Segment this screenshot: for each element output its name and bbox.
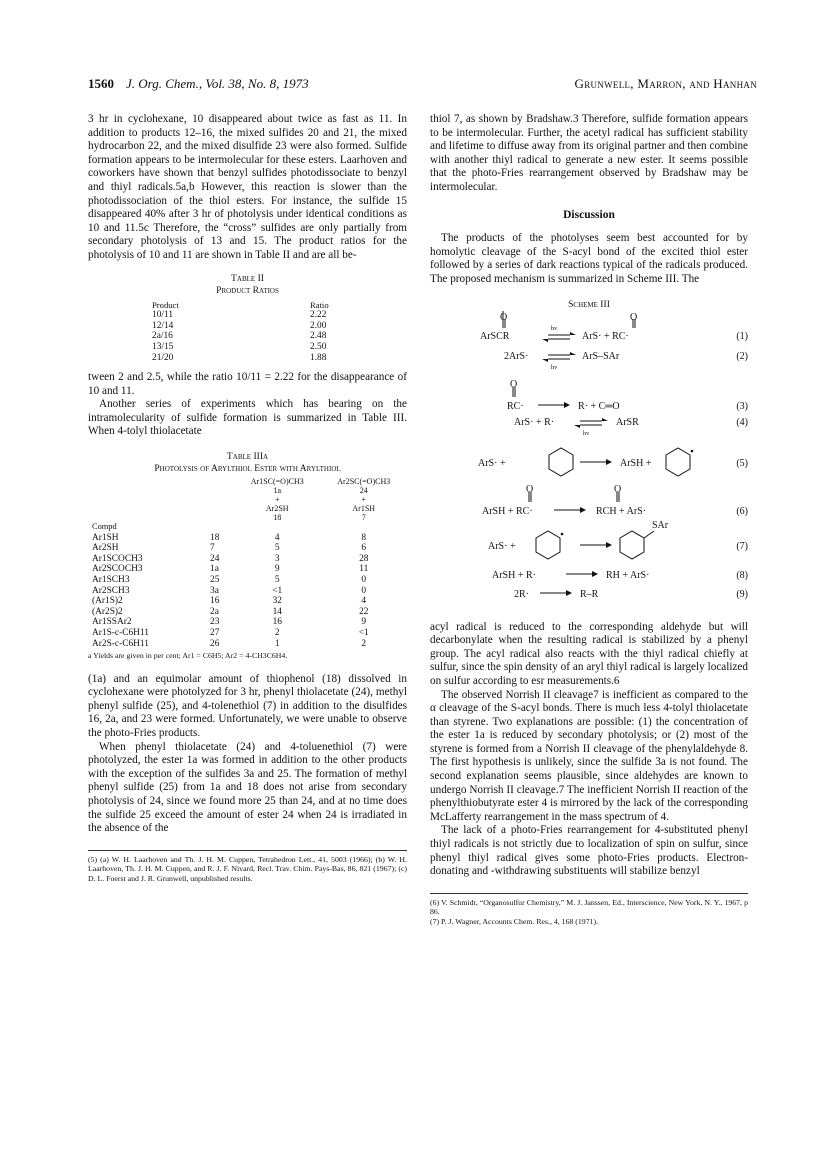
table3-subtitle: Photolysis of Arylthiol Ester with Arylthiol	[154, 463, 341, 475]
compd-label: Compd	[92, 522, 117, 532]
journal-citation: J. Org. Chem., Vol. 38, No. 8, 1973	[126, 76, 309, 91]
table-cell: 16	[210, 596, 220, 607]
table-header: Ratio	[310, 299, 329, 310]
table-cell: 9	[361, 617, 367, 628]
table2-subtitle: Product Ratios	[216, 284, 279, 296]
eq6-product: RCH + ArS·	[596, 505, 647, 517]
eq4-reactant: ArS· + R·	[514, 416, 555, 428]
eq5-number: (5)	[736, 457, 748, 469]
oxygen-label: O	[630, 311, 638, 323]
table-cell: 27	[210, 628, 220, 638]
eq2-product: ArS–SAr	[582, 350, 620, 362]
table-cell: 2.00	[310, 320, 327, 331]
table-cell: <1	[272, 585, 283, 596]
footnote: (7) P. J. Wagner, Accounts Chem. Res., 4, 168 (1971).	[430, 917, 599, 926]
eq5-reactant: ArS· +	[478, 457, 506, 469]
footnote: (6) V. Schmidt, “Organosulfur Chemistry,” M. J. Janssen, Ed., Interscience, New York, N. Y., 1967, p 86.	[430, 893, 748, 917]
table-cell: 2.22	[310, 310, 327, 321]
table-row	[148, 321, 333, 332]
table-cell: 11	[359, 564, 369, 575]
table-cell: Ar1S-c-C6H11	[92, 628, 149, 638]
table-cell: 2	[274, 628, 280, 638]
eq8-number: (8)	[736, 569, 748, 581]
table-cell: 18	[210, 532, 220, 543]
hv-label: hν	[551, 324, 558, 332]
table-row	[88, 607, 407, 618]
table-cell: 14	[272, 606, 282, 617]
footnote: (5) (a) W. H. Laarhoven and Th. J. H. M. Cuppen, Tetrahedron Lett., 41, 5003 (1966); (b) W. H. Laarhoven, Th. J. H. M. Cuppen, and R. J. F. Nivard, Recl. Trav. Chim. Pays-Bas, 86, 821 (1967); (c) D. L. Foerst and J. R. Grunwell, unpublished results.	[88, 850, 407, 884]
table3	[88, 477, 407, 649]
table3-title: Table IIIa	[226, 451, 269, 463]
table-cell: 21/20	[152, 352, 174, 363]
table-cell: 5	[274, 575, 280, 586]
table-row	[148, 331, 333, 342]
eq3-number: (3)	[736, 400, 748, 412]
eq5-product: ArSH +	[620, 457, 652, 469]
paragraph: When phenyl thiolacetate (24) and 4-toluenethiol (7) were photolyzed, the ester 1a was formed in addition to the other products with the exception of the sulfides 3a and 25. The formation of methyl phenyl sulfide (25) from 1a and 18 does not arise from secondary photolysis of 24, since we found more 25 than 24, and at no time does the sulfide 25 exceed the amount of ester 24 when 24 is irradiated in the absence of the	[88, 740, 407, 835]
table-cell: Ar2SCOCH3	[92, 564, 143, 575]
eq8-reactant: ArSH + R·	[492, 569, 536, 581]
page-number: 1560	[88, 76, 114, 91]
table-cell: 2.48	[310, 331, 327, 342]
hv-label: hν	[551, 363, 558, 371]
table-cell: 16	[272, 617, 282, 628]
table3-body	[88, 533, 407, 650]
table-cell: Ar2SCH3	[92, 585, 130, 596]
page-header	[88, 76, 757, 96]
running-authors: Grunwell, Marron, and Hanhan	[574, 76, 757, 91]
eq1-number: (1)	[736, 330, 748, 342]
paragraph: thiol 7, as shown by Bradshaw.3 Therefore, sulfide formation appears to be intermolecular. Further, the acetyl radical has sufficient stability and lifetime to diffuse away from its original partner and then combine with another thiyl radical to generate a new ester. It seems possible that the photo-Fries rearrangement observed by Bradshaw may be intermolecular.	[430, 113, 748, 193]
column-header: Ar1SC(=O)CH3 1a + Ar2SH 18	[250, 477, 304, 523]
reaction-scheme	[430, 311, 748, 621]
oxygen-label: O	[510, 378, 518, 390]
table-row	[148, 310, 333, 321]
table-row	[88, 564, 407, 575]
table2-title: Table II	[231, 272, 264, 284]
table-cell: 25	[210, 575, 220, 586]
table-row	[148, 353, 333, 364]
table-row	[88, 554, 407, 565]
table-cell: 0	[361, 575, 367, 586]
paragraph: 3 hr in cyclohexane, 10 disappeared about twice as fast as 11. In addition to products 12–16, the mixed sulfides 20 and 21, the mixed hydrocarbon 22, and the mixed disulfide 23 were also formed. Sulfide formation appears to be intermolecular for these esters. Laarhoven and coworkers have shown that benzyl sulfides photodissociate to benzyl and thiyl radicals.5a,b However, this reaction is slower than the photodissociation of the thiol esters. For instance, the sulfide 15 disappeared 40% after 3 hr of photolysis under identical conditions as 10 and 11.5c Therefore, the “cross” sulfides are only partially from secondary photolysis of 13 and 15. The product ratios for the photolysis of 10 and 11 are shown in Table II and are all be-	[88, 113, 407, 261]
eq6-reactant: ArSH + RC·	[482, 505, 533, 517]
table-cell: <1	[358, 628, 369, 638]
column-header: Ar2SC(=O)CH3 24 + Ar1SH 7	[337, 477, 391, 523]
table-cell: 26	[210, 638, 220, 649]
section-heading: Discussion	[563, 208, 615, 221]
table-cell: 1.88	[310, 352, 327, 363]
hv-label: hν	[583, 429, 590, 437]
eq4-number: (4)	[736, 416, 748, 428]
table-cell: 10/11	[152, 310, 174, 321]
eq2-reactant: 2ArS·	[504, 350, 529, 362]
table-cell: 4	[361, 596, 367, 607]
table-cell: 2	[361, 638, 367, 649]
table-cell: 9	[274, 564, 280, 575]
table-cell: 8	[361, 532, 367, 543]
table-cell: 5	[274, 543, 280, 554]
table-cell: 2a	[210, 606, 219, 617]
table-cell: (Ar2S)2	[92, 606, 123, 617]
table-cell: 23	[210, 617, 220, 628]
table-row	[88, 543, 407, 554]
table-cell: 4	[274, 532, 280, 543]
paragraph: (1a) and an equimolar amount of thiophenol (18) dissolved in cyclohexane were photolyzed for 3 hr, phenyl thiolacetate (24), methyl phenyl sulfide (25), and 4-tolenethiol (7) in addition to the disulfides 16, 2a, and 23 were formed. Unfortunately, we were unable to observe the photo-Fries products.	[88, 672, 407, 739]
table-cell: (Ar1S)2	[92, 596, 123, 607]
table-row	[88, 533, 407, 544]
oxygen-label: O	[500, 311, 508, 323]
table-cell: 1	[274, 638, 280, 649]
eq1-reactant: ArSCR	[480, 330, 510, 342]
table-cell: 12/14	[152, 320, 174, 331]
eq7-number: (7)	[736, 540, 748, 552]
table-cell: Ar1SSAr2	[92, 617, 132, 628]
scheme-title: Scheme III	[568, 298, 610, 310]
eq9-reactant: 2R·	[514, 588, 529, 600]
table-cell: Ar1SH	[92, 532, 119, 543]
table-cell: 3	[274, 553, 280, 564]
table-cell: 32	[272, 596, 282, 607]
table-cell: 7	[210, 543, 215, 554]
eq3-reactant: RC·	[507, 400, 524, 412]
paragraph: The lack of a photo-Fries rearrangement for 4-substituted phenyl thiyl radicals is not strictly due to localization of spin on sulfur, since phenyl thiyl radical gives some photo-Fries products. Electron-donating and -withdrawing substituents will stabilize benzyl	[430, 824, 748, 878]
eq8-product: RH + ArS·	[606, 569, 650, 581]
table-cell: 24	[210, 553, 220, 564]
eq1-product: ArS· + RC·	[582, 330, 629, 342]
eq2-number: (2)	[736, 350, 748, 362]
right-column	[430, 113, 748, 926]
table-cell: Ar1SCH3	[92, 575, 130, 586]
table-cell: Ar1SCOCH3	[92, 553, 143, 564]
table-cell: Ar2SH	[92, 543, 119, 554]
table-cell: 28	[359, 553, 369, 564]
oxygen-label: O	[614, 483, 622, 495]
table-row	[88, 628, 407, 639]
table3-footnote: a Yields are given in per cent; Ar1 = C6H5; Ar2 = 4-CH3C6H4.	[88, 651, 288, 661]
table-cell: 3a	[210, 585, 219, 596]
left-column	[88, 113, 407, 884]
table-cell: 2a/16	[152, 331, 173, 342]
table-cell: 6	[361, 543, 367, 554]
table-cell: 2.50	[310, 341, 327, 352]
paragraph: acyl radical is reduced to the corresponding aldehyde but will decarbonylate when the resulting radical is stabilized by a phenyl group. The acyl radical also reacts with the thiyl radical chiefly at sulfur, since the spin density of an aryl thiyl radical is largely localized on sulfur according to esr measurements.6	[430, 620, 748, 687]
table-row	[88, 617, 407, 628]
table-cell: 1a	[210, 564, 219, 575]
table-row	[88, 596, 407, 607]
eq9-product: R–R	[580, 588, 599, 600]
eq3-product: R· + C═O	[578, 400, 620, 412]
eq7-product: SAr	[652, 519, 669, 531]
eq7-reactant: ArS· +	[488, 540, 516, 552]
table2	[148, 300, 333, 364]
table-header: Product	[152, 299, 179, 310]
paragraph: The products of the photolyses seem best accounted for by homolytic cleavage of the S-acyl bond of the excited thiol ester followed by a series of dark reactions typical of the radicals produced. The proposed mechanism is summarized in Scheme III. The	[430, 232, 748, 285]
eq9-number: (9)	[736, 588, 748, 600]
table-cell: 22	[359, 606, 369, 617]
eq4-product: ArSR	[616, 416, 639, 428]
table-cell: 0	[361, 585, 367, 596]
paragraph: Another series of experiments which has bearing on the intramolecularity of sulfide formation is summarized in Table III. When 4-tolyl thiolacetate	[88, 398, 407, 438]
paragraph: The observed Norrish II cleavage7 is inefficient as compared to the α cleavage of the S-acyl bonds. There is much less 4-tolyl thiolacetate than styrene. Two explanations are possible: (1) the concentration of the ester 1a is reduced by secondary photolysis; or (2) most of the styrene is formed from a Norrish II cleavage of the phenylaldehyde 8. The first hypothesis is unlikely, since the sulfide 3a is not found. The second explanation seems plausible, since aldehydes are known to undergo Norrish II cleavage.7 The inefficient Norrish II reaction of the phenylthiobutyrate ester 4 is mirrored by the lack of the corresponding McLafferty rearrangement in the mass spectrum of 4.	[430, 688, 748, 823]
eq6-number: (6)	[736, 505, 748, 517]
table-cell: Ar2S-c-C6H11	[92, 638, 149, 649]
table-row	[88, 639, 407, 650]
oxygen-label: O	[526, 483, 534, 495]
table-cell: 13/15	[152, 341, 174, 352]
paragraph: tween 2 and 2.5, while the ratio 10/11 = 2.22 for the disappearance of 10 and 11.	[88, 371, 407, 397]
table-row	[88, 586, 407, 597]
table-row	[88, 575, 407, 586]
table-row	[148, 342, 333, 353]
